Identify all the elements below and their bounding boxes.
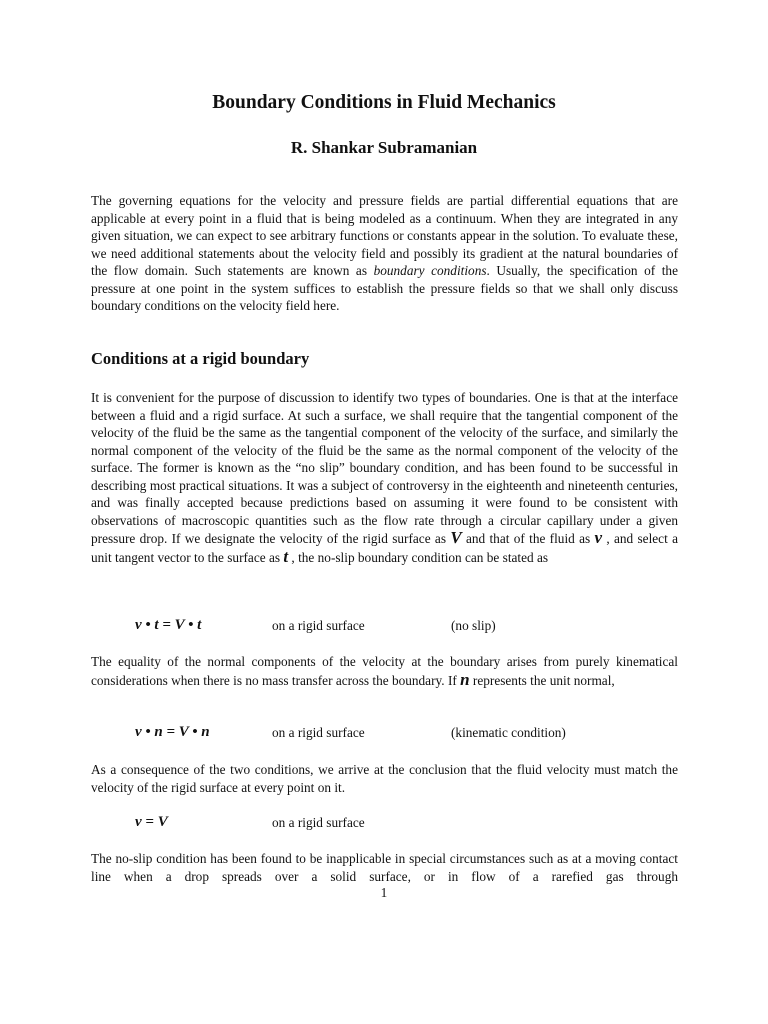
equation-velocity-match bbox=[0, 814, 768, 834]
symbol-n: n bbox=[460, 669, 470, 689]
equation-expression: v • t = V • t bbox=[135, 617, 202, 633]
kinematic-text-2: represents the unit normal, bbox=[469, 672, 615, 688]
kinematic-paragraph bbox=[91, 653, 678, 689]
equation-condition: on a rigid surface bbox=[272, 725, 365, 740]
paper-title: Boundary Conditions in Fluid Mechanics bbox=[212, 92, 556, 113]
section-heading: Conditions at a rigid boundary bbox=[91, 349, 310, 368]
intro-text-1: The governing equations for the velocity and pressure fields are partial differential equations that are applicable at every point in a fluid that is being modeled as a continuum. When they are integrated in any given situation, we can expect to see arbitrary functions or constants appear in the solution. To evaluate these, we need additional statements about the velocity field and possibly its gradient at the natural boundaries of the flow domain. Such statements are known as bbox=[91, 193, 678, 278]
intro-paragraph bbox=[91, 192, 678, 315]
rigid-text-2: and that of the fluid as bbox=[461, 531, 595, 546]
equation-no-slip bbox=[0, 617, 768, 637]
symbol-t: t bbox=[283, 546, 289, 566]
rigid-text-4: , the no-slip boundary condition can be stated as bbox=[288, 549, 549, 565]
equation-condition: on a rigid surface bbox=[272, 815, 365, 830]
equation-kinematic bbox=[0, 724, 768, 744]
no-slip-paragraph: The no-slip condition has been found to be inapplicable in special circumstances such as at a moving contact line when a drop spreads over a solid surface, or in flow of a rarefied gas through bbox=[91, 851, 678, 884]
kinematic-text-1: The equality of the normal components of the velocity at the boundary arises from purely kinematical considerations when there is no mass transfer across the boundary. If bbox=[91, 654, 678, 688]
equation-expression: v • n = V • n bbox=[135, 724, 210, 740]
page-number: 1 bbox=[380, 885, 388, 900]
equation-condition: on a rigid surface bbox=[272, 618, 365, 633]
rigid-boundary-paragraph bbox=[91, 389, 678, 566]
symbol-v: v bbox=[594, 528, 603, 547]
consequence-paragraph: As a consequence of the two conditions, we arrive at the conclusion that the fluid velocity must match the velocity of the rigid surface at every point on it. bbox=[91, 762, 678, 795]
rigid-text-1: It is convenient for the purpose of discussion to identify two types of boundaries. One is that at the interface between a fluid and a rigid surface. At such a surface, we shall require that the tangential component of the velocity of the fluid be the same as the tangential component of the velocity of the surface, and similarly the normal component of the velocity of the fluid be the same as the normal component of the velocity of the surface. The former is known as the “no slip” boundary condition, and has been found to be successful in describing most practical situations. It was a subject of controversy in the eighteenth and nineteenth centuries, and was finally accepted because predictions based on assuming it were found to be consistent with observations of macroscopic quantities such as the flow rate through a circular capillary under a given pressure drop. If we designate the velocity of the rigid surface as bbox=[91, 390, 678, 546]
rigid-text-3: , and select a unit tangent vector to the surface as bbox=[91, 531, 678, 565]
intro-text-2: . Usually, the specification of the pressure at one point in the system suffices to establish the pressure fields so that we shall only discuss boundary conditions on the velocity field here. bbox=[91, 263, 678, 313]
intro-emphasis: boundary conditions bbox=[373, 263, 487, 278]
equation-tag: (no slip) bbox=[451, 618, 496, 633]
equation-tag: (kinematic condition) bbox=[451, 725, 566, 740]
equation-expression: v = V bbox=[135, 814, 168, 830]
author-name: R. Shankar Subramanian bbox=[290, 138, 478, 157]
symbol-V: V bbox=[450, 528, 462, 547]
